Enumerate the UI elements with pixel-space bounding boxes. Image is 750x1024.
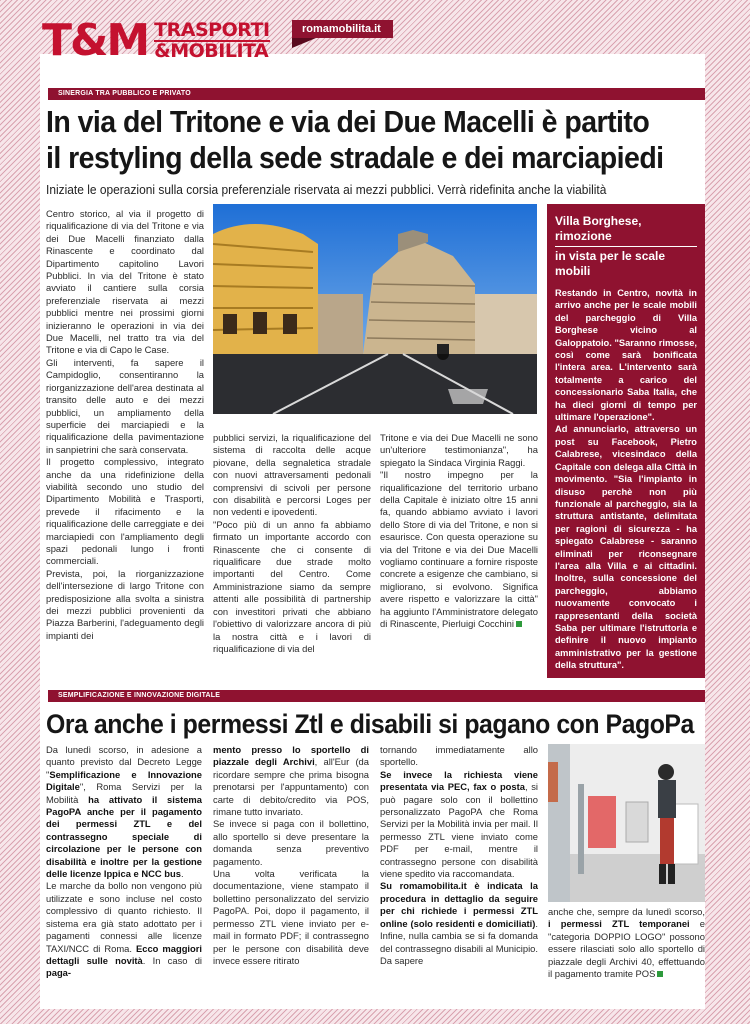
- section-bar-sinergia: SINERGIA TRA PUBBLICO E PRIVATO: [48, 88, 705, 100]
- sidebar-box-villa-borghese: [547, 204, 705, 678]
- paragraph-text: "Il nostro impegno per la riqualificazione del territorio urbano della Capitale è iniziato oltre 15 anni fa, quando abbiamo avviato i lavori dello Store di via del Tritone, e non si esaurisce. Con questa operazione su via del Tritone e via dei Due Macelli vogliamo continuare a fornire risposte concrete a esigenze che cambiano, si migliorano, si evolvono. Significa avere rispetto e valorizzare la città" ha aggiunto l'Amministratore delegato di Rinascente, Pierluigi Cocchini: [380, 469, 538, 630]
- site-url-flag[interactable]: romamobilita.it: [292, 20, 393, 38]
- paragraph: Una volta verificata la documentazione, viene stampato il bollettino personalizzato del servizio PagoPA. Poi, dopo il pagamento, il permesso ZTL viene inviato per e-mail in formato PDF; il contrassegno per le persone con disabilità deve invece essere ritirato: [213, 868, 369, 966]
- section-bar-semplificazione: SEMPLIFICAZIONE E INNOVAZIONE DIGITALE: [48, 690, 705, 702]
- sidebar-title-line1: Villa Borghese, rimozione: [555, 214, 697, 247]
- sidebar-body: [555, 287, 697, 672]
- text-run: anche che, sempre da lunedì scorso,: [548, 906, 705, 917]
- logo-mark: T&M: [42, 15, 149, 66]
- article1-column-3: [380, 432, 538, 631]
- text-run: ", Roma Servizi per la Mobilità: [46, 781, 202, 805]
- paragraph: "Poco più di un anno fa abbiamo firmato un importante accordo con Rinascente che ci consente di riqualificare due strade molto importanti del Centro. Come Amministrazione siamo da sempre attenti alle possibilità di partnership con investitori privati che abbiano l'obiettivo di valorizzare ancora di più la nostra città e i lavori di riqualificazione di via del: [213, 518, 371, 654]
- paragraph: Centro storico, al via il progetto di riqualificazione di via del Tritone e via dei Due Macelli finanziato dalla Rinascente e coordinato dal Dipartimento capitolino Lavori Pubblici. In via del Tritone è stato avviato il cantiere sulla corsia preferenziale riservata ai mezzi pubblici mentre nei prossimi giorni inizieranno le operazioni in via dei Due Macelli, nel tratto tra via del Tritone e via di Capo le Case.: [46, 208, 204, 356]
- end-of-article-square-icon: [516, 621, 522, 627]
- sidebar-title-line2: in vista per le scale mobili: [555, 249, 666, 278]
- paragraph: Ad annunciarlo, attraverso un post su Facebook, Pietro Calabrese, vicesindaco della Capitale con delega alla Città in movimento. "Sia l'impianto in disuso perchè non più funzionale al parcheggio, sia la struttura antistante, delimitata per ragioni di sicurezza - ha spiegato Calabrese - saranno eliminati per riconsegnare l'area alla Villa e ai cittadini. Inoltre, sulla concessione del parcheggio, abbiamo nuovamente convocato i rappresentanti della società Saba per ultimare l'istruttoria e definire il nuovo impianto amministrativo per la gestione della struttura".: [555, 424, 697, 671]
- paragraph: [380, 469, 538, 630]
- bold-run: Semplificazione e Innovazione Digitale: [46, 768, 202, 793]
- paragraph: Restando in Centro, novità in arrivo anche per le scale mobili del parcheggio di Villa Borghese vicino al Galoppatoio. "Saranno rimosse, così come sarà bonificata l'intera area. L'intervento sarà totalmente a carico del concessionario Saba Italia, che ha dieci giorni di tempo per ultimare l'operazione".: [555, 288, 697, 423]
- article1-column-1: [46, 208, 204, 642]
- paragraph: tornando immediatamente allo sportello.: [380, 744, 538, 768]
- text-run: , all'Eur (da ricordare sempre che prima bisogna prenotarsi per l'appuntamento) con carte di debito/credito via POS, rimane tutto invariato.: [213, 756, 369, 818]
- text-run: Da lunedì scorso, in adesione a quanto previsto dal Decreto Legge ": [46, 744, 202, 780]
- article2-column-1: [46, 744, 202, 980]
- article2-column-2: [213, 744, 369, 967]
- bold-run: paga-: [46, 967, 72, 979]
- paragraph: Prevista, poi, la riorganizzazione dell'intersezione di largo Tritone con predisposizione alla svolta a sinistra dei mezzi pubblici provenienti da Piazza Barberini, l'adeguamento degli impianti dei: [46, 567, 204, 641]
- office-photo-counter: [548, 744, 705, 902]
- subheadline: Iniziate le operazioni sulla corsia preferenziale riservata ai mezzi pubblici. Verrà ridefinita anche la viabilità: [46, 182, 607, 197]
- paragraph: [380, 880, 538, 967]
- text-run: e "categoria DOPPIO LOGO" possono essere rilasciati solo allo sportello di piazzale degli Archivi 40, effettuando il pagamento tramite POS: [548, 918, 705, 980]
- logo-wordmark: [154, 21, 269, 61]
- paragraph: Se invece si paga con il bollettino, allo sportello si deve presentare la domanda senza preventivo pagamento.: [213, 818, 369, 867]
- paragraph: [46, 744, 202, 880]
- text-run: .: [180, 868, 184, 880]
- paragraph: pubblici servizi, la riqualificazione del sistema di raccolta delle acque piovane, della segnaletica stradale con nuovi attraversamenti pedonali comprensivi di scivoli per persone con disabilità e percorsi Loges per non vedenti e ipovedenti.: [213, 432, 371, 518]
- headline-line2: il restyling della sede stradale e dei marciapiedi: [46, 140, 664, 175]
- bold-run: mento presso lo sportello di piazzale degli Archivi: [213, 744, 369, 768]
- bold-run: Ecco maggiori dettagli sulle novità: [46, 942, 203, 966]
- paragraph: [548, 906, 705, 980]
- paragraph: [213, 744, 369, 818]
- bold-run: Se invece la richiesta viene presentata via PEC, fax o posta: [380, 768, 538, 793]
- second-headline: Ora anche i permessi Ztl e disabili si pagano con PagoPa: [46, 709, 694, 739]
- logo-line2: &MOBILITÀ: [154, 40, 269, 62]
- street-photo-tritone: [213, 204, 537, 414]
- headline-line1: In via del Tritone e via dei Due Macelli è partito: [46, 104, 650, 139]
- bold-run: Su romamobilita.it è indicata la procedura in dettaglio da seguire per chi richiede i permessi ZTL online (solo residenti e domiciliati): [380, 880, 538, 929]
- sidebar-title: [555, 214, 697, 279]
- text-run: . In caso di: [142, 954, 203, 966]
- text-run: Le marche da bollo non vengono più utilizzate e sono incluse nel costo complessivo di quanto richiesto. Il sistema era già stato adottato per i pagamenti connessi alle licenze TAXI/NCC di Roma.: [46, 880, 202, 954]
- text-run: , si può pagare solo con il bollettino personalizzato PagoPA che Roma Servizi per la Mobilità invia per mail. Il permesso ZTL viene inviato come PDF per e-mail, mentre il contrassegno persone con disabilità viene spedito via raccomandata.: [380, 781, 538, 880]
- text-run: . Infine, nulla cambia se si fa domanda del contrassegno disabili al Municipio. Da sapere: [380, 917, 538, 966]
- end-of-article-square-icon: [657, 971, 663, 977]
- paragraph: Tritone e via dei Due Macelli ne sono un'ulteriore testimonianza", ha spiegato la Sindaca Virginia Raggi.: [380, 432, 538, 468]
- logo-line1: TRASPORTI: [154, 19, 270, 41]
- paragraph: Il progetto complessivo, integrato anche da una ridefinizione della viabilità secondo uno studio del Dipartimento Mobilità e Trasporti, prevede il rifacimento e la riqualificazione delle carreggiate e dei marciapiedi con l'ampliamento degli spazi pedonali lungo i fronti commerciali.: [46, 456, 204, 567]
- tm-logo[interactable]: [42, 16, 270, 66]
- main-headline: [46, 104, 664, 176]
- article2-column-3: [380, 744, 538, 967]
- bold-run: ha attivato il sistema PagoPA anche per il pagamento dei permessi ZTL e del contrassegno speciale di circolazione per le persone con disabilità e inoltre per la gestione delle licenze Ippica e NCC bus: [46, 793, 202, 880]
- article1-column-2: [213, 432, 371, 655]
- article2-column-4: [548, 906, 705, 980]
- paragraph: [380, 769, 538, 881]
- paragraph: Gli interventi, fa sapere il Campidoglio, consentiranno la riorganizzazione dell'area destinata al transito delle auto e dei mezzi pubblici, un ampliamento della superficie dei marciapiedi e la riqualificazione della pavimentazione in sanpietrini che sarà conservata.: [46, 356, 204, 455]
- bold-run: i permessi ZTL temporanei: [548, 918, 690, 930]
- paragraph: [46, 880, 202, 979]
